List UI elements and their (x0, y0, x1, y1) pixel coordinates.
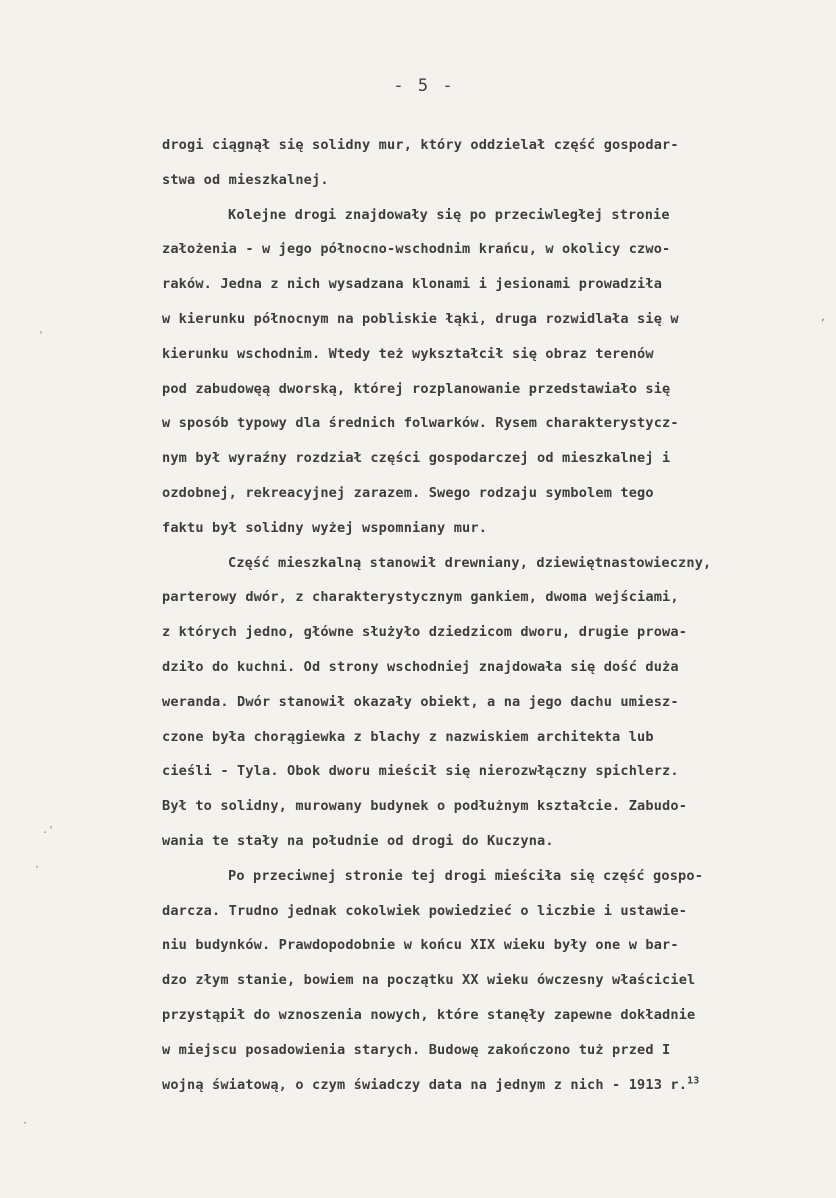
text-line (162, 441, 812, 476)
line-text: z których jedno, główne służyło dziedzicom dworu, drugie prowa- (162, 624, 688, 641)
line-text: Był to solidny, murowany budynek o podłużnym kształcie. Zabudo- (162, 798, 688, 815)
line-text: parterowy dwór, z charakterystycznym gankiem, dwoma wejściami, (162, 589, 679, 606)
text-line (162, 1068, 812, 1103)
text-line (162, 894, 812, 929)
margin-mark: , (820, 312, 827, 323)
text-line (162, 789, 812, 824)
line-text: założenia - w jego północno-wschodnim krańcu, w okolicy czwo- (162, 241, 671, 258)
line-text: w miejscu posadowienia starych. Budowę zakończono tuż przed I (162, 1041, 671, 1058)
text-line (162, 685, 812, 720)
text-line (162, 580, 812, 615)
text-line (162, 198, 812, 233)
line-text: faktu był solidny wyżej wspomniany mur. (162, 519, 488, 536)
text-line (162, 372, 812, 407)
text-line (162, 163, 812, 198)
text-line (162, 859, 812, 894)
line-text: Część mieszkalną stanowił drewniany, dziewiętnastowieczny, (228, 554, 712, 571)
text-line (162, 615, 812, 650)
text-line (162, 650, 812, 685)
line-text: w kierunku północnym na pobliskie łąki, druga rozwidlała się w (162, 310, 679, 327)
margin-mark: · (34, 862, 41, 873)
line-text: Po przeciwnej stronie tej drogi mieściła się część gospo- (228, 867, 704, 884)
page-number: - 5 - (393, 76, 455, 96)
text-line (162, 546, 812, 581)
margin-mark: .' (42, 825, 55, 836)
text-line (162, 406, 812, 441)
line-text: nym był wyraźny rozdział części gospodarczej od mieszkalnej i (162, 450, 671, 467)
text-line (162, 928, 812, 963)
line-text: stwa od mieszkalnej. (162, 171, 329, 188)
body-text (162, 128, 812, 1102)
text-line (162, 754, 812, 789)
text-line (162, 128, 812, 163)
text-line (162, 998, 812, 1033)
line-text: czone była chorągiewka z blachy z nazwiskiem architekta lub (162, 728, 654, 745)
line-text: drogi ciągnął się solidny mur, który oddzielał część gospodar- (162, 137, 679, 153)
line-text: cieśli - Tyla. Obok dworu mieścił się nierozwłączny spichlerz. (162, 763, 679, 780)
text-line (162, 337, 812, 372)
line-text: dzo złym stanie, bowiem na początku XX wieku ówczesny właściciel (162, 972, 696, 989)
line-text: w sposób typowy dla średnich folwarków. Rysem charakterystycz- (162, 415, 679, 432)
text-line (162, 302, 812, 337)
line-text: wojną światową, o czym świadczy data na jednym z nich - 1913 r. (162, 1076, 688, 1093)
text-line (162, 720, 812, 755)
line-text: przystąpił do wznoszenia nowych, które stanęły zapewne dokładnie (162, 1006, 696, 1023)
text-line (162, 267, 812, 302)
footnote-reference: 13 (687, 1074, 700, 1086)
line-text: raków. Jedna z nich wysadzana klonami i jesionami prowadziła (162, 276, 663, 293)
line-text: dziło do kuchni. Od strony wschodniej znajdowała się dość duża (162, 658, 679, 675)
text-line (162, 1033, 812, 1068)
text-line (162, 824, 812, 859)
text-line (162, 232, 812, 267)
line-text: kierunku wschodnim. Wtedy też wykształcił się obraz terenów (162, 345, 654, 362)
line-text: ozdobnej, rekreacyjnej zarazem. Swego rodzaju symbolem tego (162, 484, 654, 501)
margin-mark: ' (38, 330, 45, 341)
text-line (162, 963, 812, 998)
line-text: wania te stały na południe od drogi do Kuczyna. (162, 832, 554, 849)
line-text: pod zabudowęą dworską, której rozplanowanie przedstawiało się (162, 380, 671, 397)
text-line (162, 476, 812, 511)
line-text: Kolejne drogi znajdowały się po przeciwległej stronie (228, 206, 670, 223)
line-text: darczа. Trudno jednak cokolwiek powiedzieć o liczbie i ustawie- (162, 902, 688, 919)
text-line (162, 511, 812, 546)
line-text: weranda. Dwór stanowił okazały obiekt, a na jego dachu umiesz- (162, 693, 679, 710)
margin-mark: · (22, 1118, 29, 1129)
line-text: niu budynków. Prawdopodobnie w końcu XIX wieku były one w bar- (162, 937, 679, 954)
